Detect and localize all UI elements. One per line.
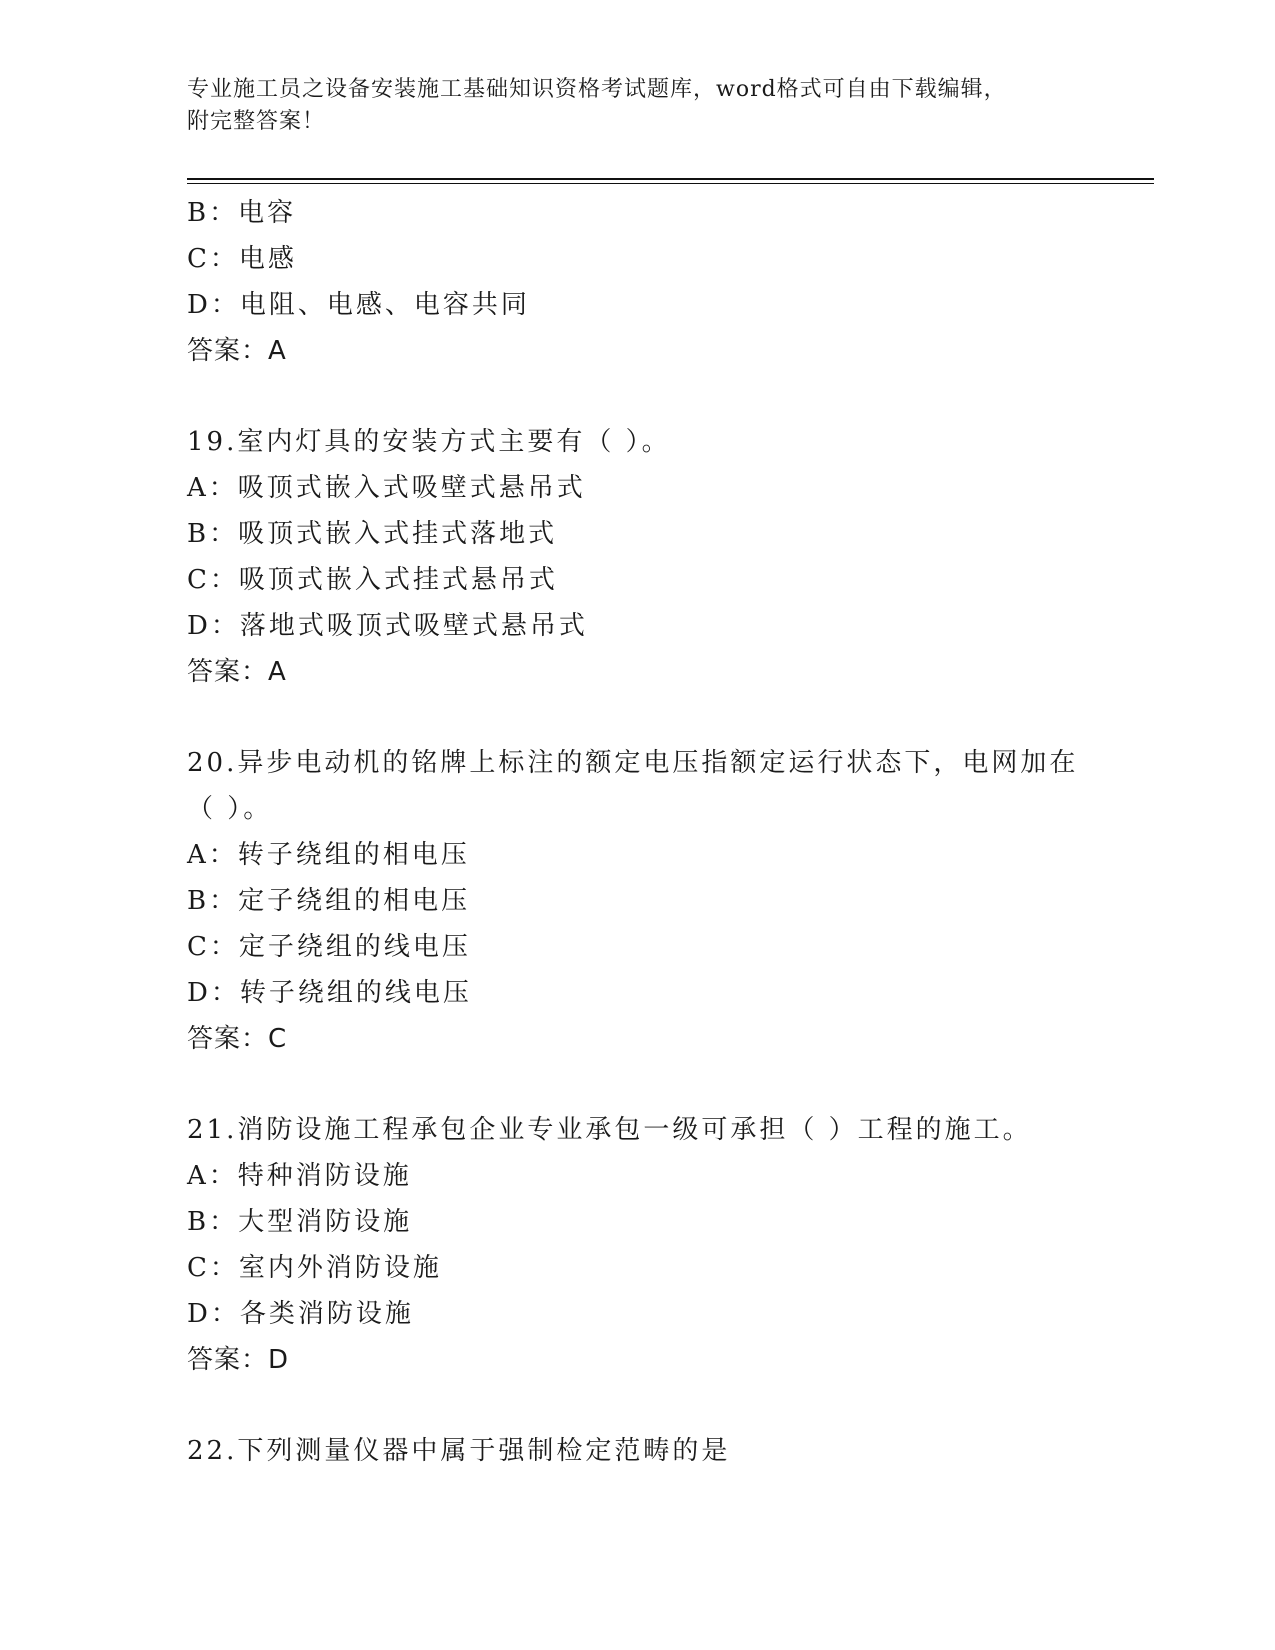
option-b — [187, 511, 1107, 557]
option-text: 大型消防设施 — [238, 1207, 413, 1237]
option-text: 吸顶式嵌入式吸壁式悬吊式 — [237, 473, 586, 503]
option-label: C： — [187, 244, 239, 274]
question-21 — [187, 1107, 1107, 1383]
option-label: D： — [187, 1299, 240, 1329]
option-text: 室内外消防设施 — [238, 1253, 442, 1283]
question-number: 19. — [187, 427, 238, 457]
option-label: A： — [187, 840, 238, 870]
option-label: B： — [187, 519, 239, 549]
option-label: D： — [187, 290, 240, 320]
option-c — [187, 236, 1107, 282]
question-text: 下列测量仪器中属于强制检定范畴的是 — [237, 1436, 731, 1466]
option-label: A： — [187, 473, 238, 503]
option-b — [187, 1199, 1107, 1245]
option-label: B： — [187, 198, 239, 228]
answer: 答案：A — [187, 657, 287, 687]
question-list — [187, 190, 1107, 1474]
question-number: 22. — [187, 1436, 238, 1466]
question-18-continued — [187, 190, 1107, 374]
option-label: D： — [187, 978, 240, 1008]
option-label: C： — [187, 1253, 239, 1283]
option-text: 落地式吸顶式吸壁式悬吊式 — [239, 611, 588, 641]
question-text: 消防设施工程承包企业专业承包一级可承担（ ）工程的施工。 — [237, 1115, 1032, 1145]
option-text: 转子绕组的线电压 — [239, 978, 472, 1008]
option-text: 电感 — [238, 244, 297, 274]
question-stem — [187, 1428, 1107, 1474]
answer: 答案：A — [187, 336, 287, 366]
option-label: B： — [187, 886, 239, 916]
question-stem — [187, 1107, 1107, 1153]
question-stem — [187, 419, 1107, 465]
option-text: 定子绕组的相电压 — [238, 886, 471, 916]
option-d — [187, 282, 1107, 328]
option-text: 电容 — [238, 198, 297, 228]
question-text: 室内灯具的安装方式主要有（ ）。 — [237, 427, 671, 457]
question-text: 异步电动机的铭牌上标注的额定电压指额定运行状态下，电网加在 — [237, 748, 1079, 778]
question-19 — [187, 419, 1107, 695]
header-line-2: 附完整答案！ — [187, 109, 326, 134]
option-text: 各类消防设施 — [239, 1299, 414, 1329]
option-text: 电阻、电感、电容共同 — [239, 290, 530, 320]
option-d — [187, 1291, 1107, 1337]
question-number: 21. — [187, 1115, 238, 1145]
option-label: A： — [187, 1161, 238, 1191]
option-label: C： — [187, 565, 239, 595]
option-b — [187, 190, 1107, 236]
header-rule-thin — [187, 183, 1154, 184]
option-b — [187, 878, 1107, 924]
option-a — [187, 832, 1107, 878]
question-20 — [187, 740, 1107, 1062]
option-c — [187, 1245, 1107, 1291]
option-text: 定子绕组的线电压 — [238, 932, 471, 962]
question-22 — [187, 1428, 1107, 1474]
option-text: 特种消防设施 — [237, 1161, 412, 1191]
document-header — [187, 74, 1087, 138]
option-label: D： — [187, 611, 240, 641]
option-text: 吸顶式嵌入式挂式落地式 — [238, 519, 558, 549]
answer: 答案：C — [187, 1024, 288, 1054]
question-stem-continuation: （ ）。 — [187, 794, 273, 824]
header-rule-thick — [187, 178, 1154, 180]
option-a — [187, 465, 1107, 511]
header-line-1: 专业施工员之设备安装施工基础知识资格考试题库，word格式可自由下载编辑， — [187, 77, 1007, 102]
option-text: 转子绕组的相电压 — [237, 840, 470, 870]
option-c — [187, 924, 1107, 970]
answer: 答案：D — [187, 1345, 290, 1375]
option-label: B： — [187, 1207, 239, 1237]
option-a — [187, 1153, 1107, 1199]
question-number: 20. — [187, 748, 238, 778]
option-d — [187, 603, 1107, 649]
option-label: C： — [187, 932, 239, 962]
option-text: 吸顶式嵌入式挂式悬吊式 — [238, 565, 558, 595]
option-c — [187, 557, 1107, 603]
question-stem — [187, 740, 1107, 786]
option-d — [187, 970, 1107, 1016]
